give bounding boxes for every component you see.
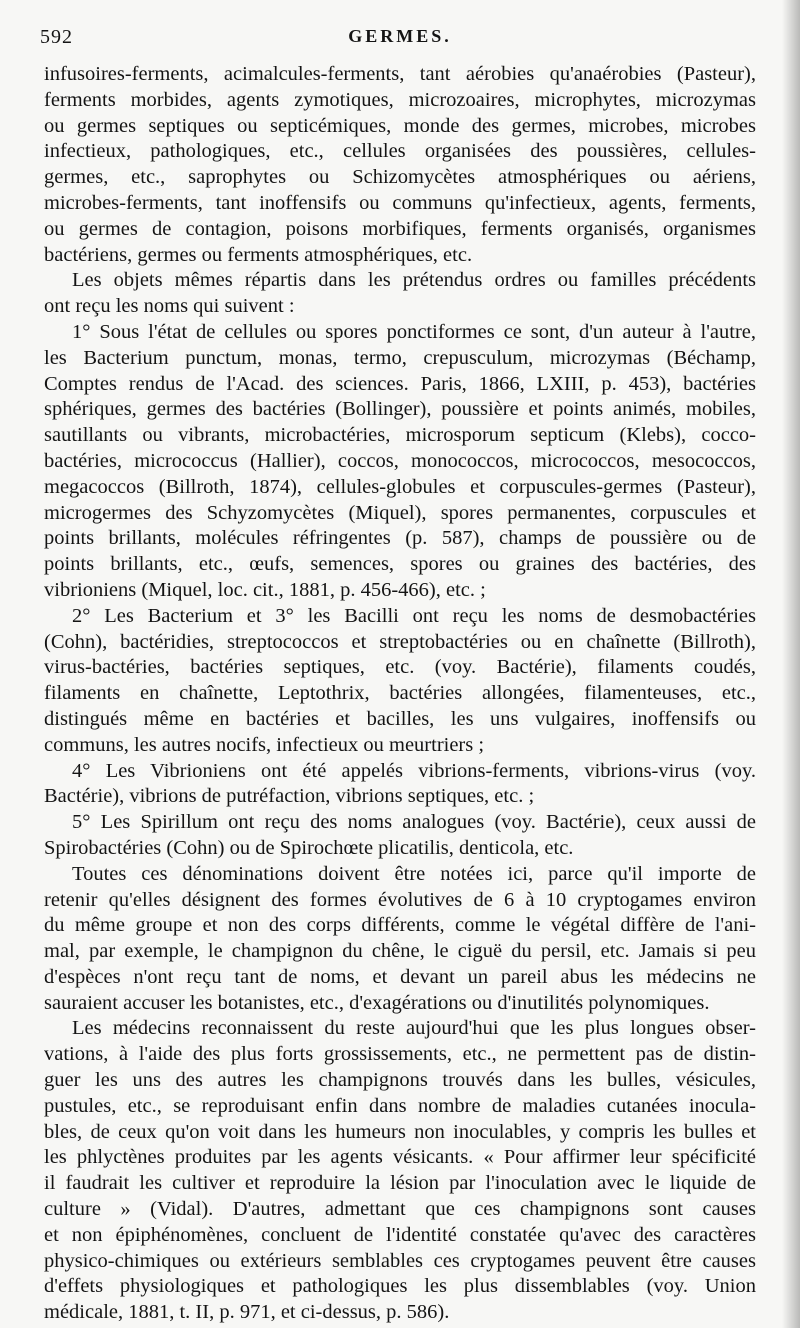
text-line: microgermes des Schyzomycètes (Miquel), spores permanentes, corpuscules et [44,501,756,524]
text-line: 1° Sous l'état de cellules ou spores ponctiformes ce sont, d'un auteur à l'autre, [72,320,756,343]
text-line: distingués même en bactéries et bacilles, les uns vulgaires, inoffensifs ou [44,707,756,730]
text-line: Les médecins reconnaissent du reste aujourd'hui que les plus longues obser- [72,1017,756,1040]
text-line: Spirobactéries (Cohn) ou de Spirochœte plicatilis, denticola, etc. [44,836,574,859]
text-line: il faudrait les cultiver et reproduire la lésion par l'inoculation avec le liquide de [44,1172,756,1195]
text-line: points brillants, etc., œufs, semences, spores ou graines des bactéries, des [44,553,756,576]
text-line: sphériques, germes des bactéries (Bollinger), poussière et points animés, mobiles, [44,398,756,421]
text-line: ou germes septiques ou septicémiques, monde des germes, microbes, microbes [44,114,756,137]
running-title: GERMES. [348,26,452,46]
text-line: 5° Les Spirillum ont reçu des noms analogues (voy. Bactérie), ceux aussi de [72,811,756,834]
text-line: culture » (Vidal). D'autres, admettant que ces champignons sont causes [44,1198,756,1221]
text-line: communs, les autres nocifs, infectieux ou meurtriers ; [44,733,485,756]
text-line: retenir qu'elles désignent des formes évolutives de 6 à 10 cryptogames environ [44,888,756,911]
text-line: guer les uns des autres les champignons trouvés dans les bulles, vésicules, [44,1069,756,1092]
text-line: bles, de ceux qu'on voit dans les humeurs non inoculables, y compris les bulles et [44,1120,756,1143]
text-line: les phlyctènes produites par les agents vésicants. « Pour affirmer leur spécificité [44,1146,756,1169]
text-line: Comptes rendus de l'Acad. des sciences. Paris, 1866, LXIII, p. 453), bactéries [44,372,756,395]
text-line: microbes-ferments, tant inoffensifs ou communs qu'infectieux, agents, ferments, [44,191,756,214]
text-line: ou germes de contagion, poisons morbifiques, ferments organisés, organismes [44,217,756,240]
text-line: sautillants ou vibrants, microbactéries, microsporum septicum (Klebs), cocco- [44,424,756,447]
text-line: Toutes ces dénominations doivent être notées ici, parce qu'il importe de [72,862,756,885]
text-line: Bactérie), vibrions de putréfaction, vibrions septiques, etc. ; [44,785,535,808]
text-line: ont reçu les noms qui suivent : [44,295,295,318]
text-line: points brillants, molécules réfringentes (p. 587), champs de poussière ou de [44,527,756,550]
text-line: et non épiphénomènes, concluent de l'identité constatée qu'avec des caractères [44,1223,756,1246]
text-line: médicale, 1881, t. II, p. 971, et ci-dessus, p. 586). [44,1301,450,1324]
text-line: pustules, etc., se reproduisant enfin dans nombre de maladies cutanées inocula- [44,1094,756,1117]
text-line: bactéries, micrococcus (Hallier), coccos, monococcos, micrococcos, mesococcos, [44,449,756,472]
text-line: germes, etc., saprophytes ou Schizomycètes atmosphériques ou aériens, [44,166,756,189]
text-line: filaments en chaînette, Leptothrix, bactéries allongées, filamenteuses, etc., [44,682,756,705]
text-line: d'effets physiologiques et pathologiques les plus dissemblables (voy. Union [44,1275,756,1298]
text-line: infectieux, pathologiques, etc., cellules organisées des poussières, cellules- [44,140,756,163]
text-line: sauraient accuser les botanistes, etc., d'exagérations ou d'inutilités polynomiques. [44,991,710,1014]
text-line: d'espèces n'ont reçu tant de noms, et devant un pareil abus les médecins ne [44,965,756,988]
page-edge-shadow [782,0,800,1328]
body-text [44,62,756,1326]
text-line: 2° Les Bacterium et 3° les Bacilli ont reçu les noms de desmobactéries [72,604,756,627]
text-line: infusoires-ferments, acimalcules-ferments, tant aérobies qu'anaérobies (Pasteur), [44,63,756,85]
text-line: (Cohn), bactéridies, streptococcos et streptobactéries ou en chaînette (Billroth), [44,630,756,653]
text-line: physico-chimiques ou extérieurs semblables ces cryptogames peuvent être causes [44,1249,756,1272]
text-line: 4° Les Vibrioniens ont été appelés vibrions-ferments, vibrions-virus (voy. [72,759,756,782]
text-line: ferments morbides, agents zymotiques, microzoaires, microphytes, microzymas [44,88,756,111]
text-line: bactériens, germes ou ferments atmosphériques, etc. [44,243,473,266]
text-line: vations, à l'aide des plus forts grossissements, etc., ne permettent pas de distin- [44,1043,756,1066]
page-header [40,26,760,56]
text-line: du même groupe et non des corps différents, comme le végétal diffère de l'ani- [44,914,756,937]
text-line: vibrioniens (Miquel, loc. cit., 1881, p. 456-466), etc. ; [44,578,486,601]
page-number: 592 [40,26,73,48]
text-line: mal, par exemple, le champignon du chêne, le ciguë du persil, etc. Jamais si peu [44,940,756,963]
text-line: les Bacterium punctum, monas, termo, crepusculum, microzymas (Béchamp, [44,346,756,369]
text-line: Les objets mêmes répartis dans les prétendus ordres ou familles précédents [72,269,756,292]
text-line: megacoccos (Billroth, 1874), cellules-globules et corpuscules-germes (Pasteur), [44,475,756,498]
text-line: virus-bactéries, bactéries septiques, etc. (voy. Bactérie), filaments coudés, [44,656,756,679]
